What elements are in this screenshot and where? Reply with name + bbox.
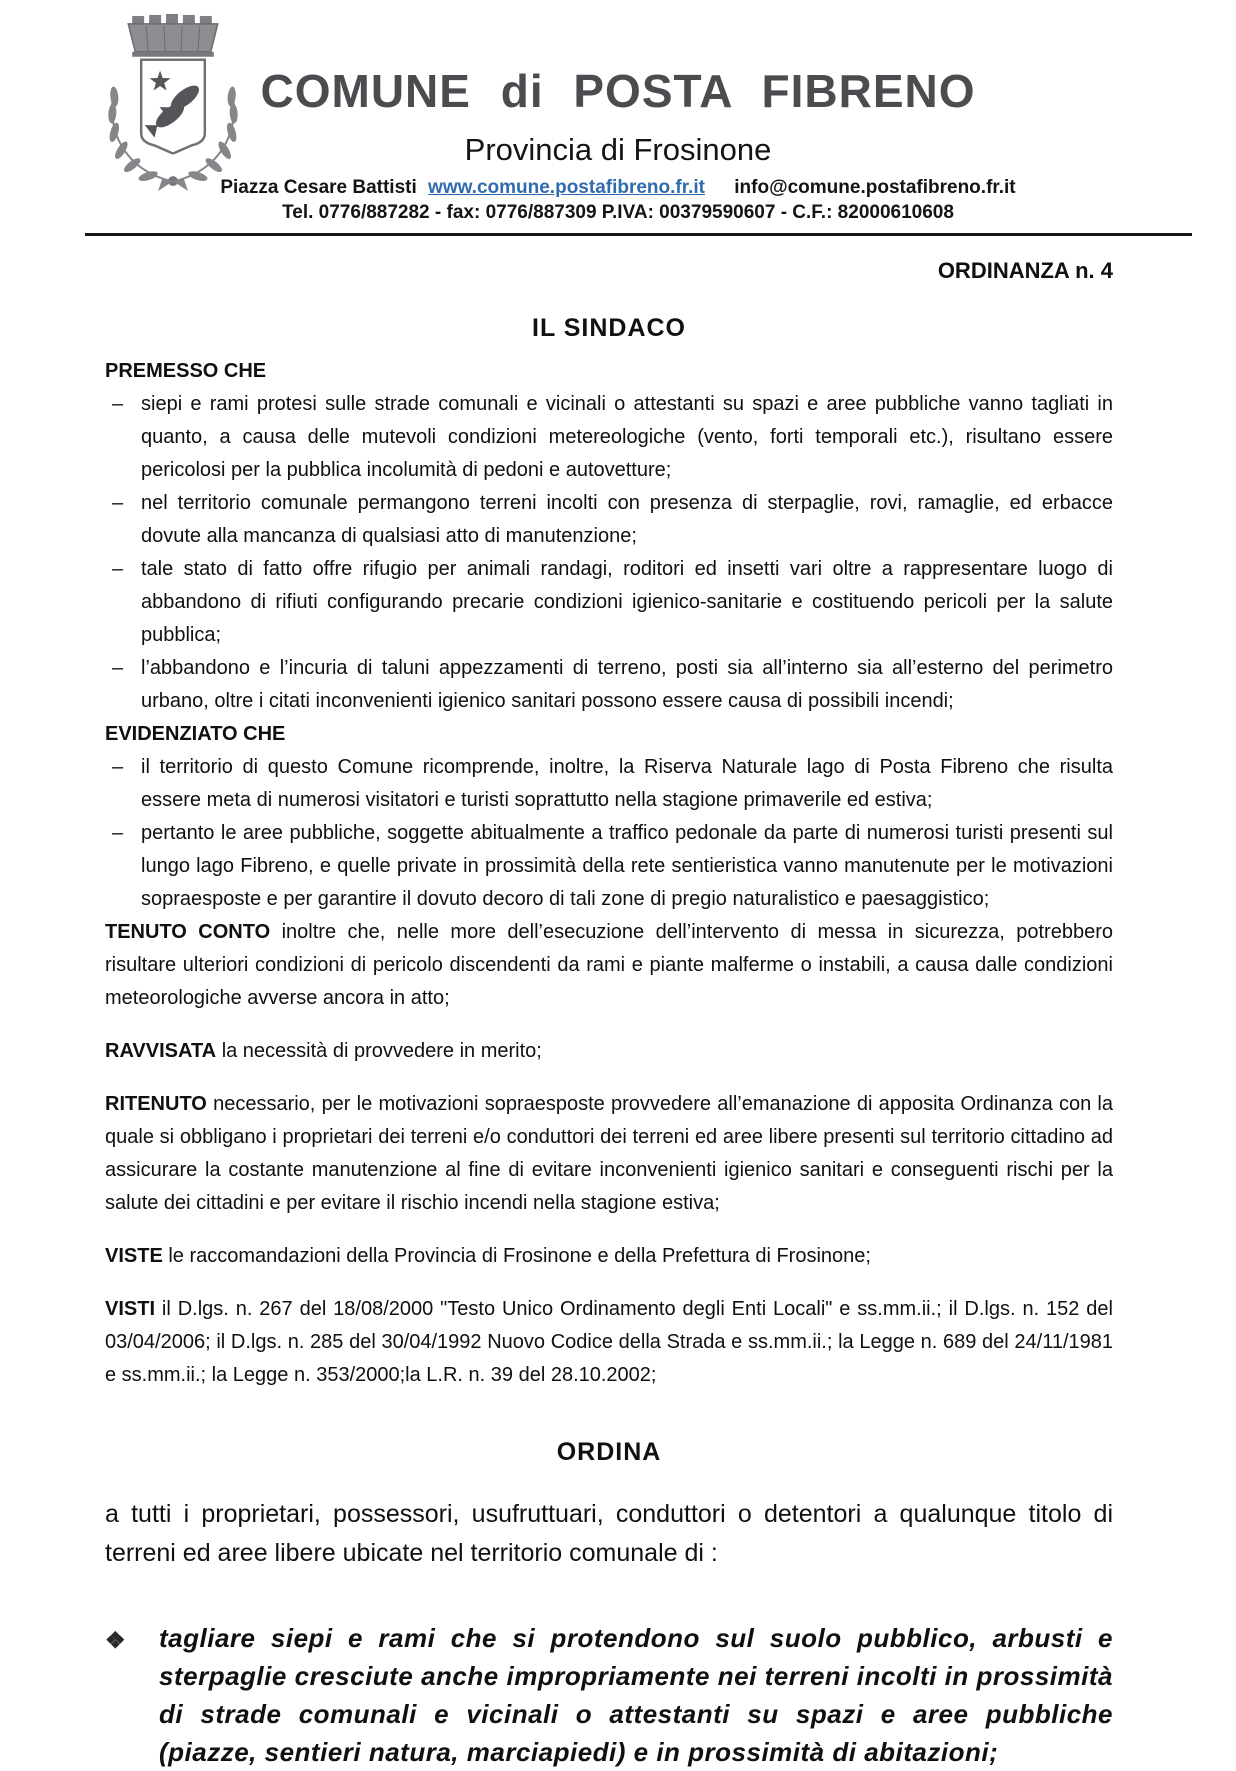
paragraph-text: necessario, per le motivazioni sopraesposte provvedere all’emanazione di apposita Ordinanza con la quale si obbligano i proprietari dei terreni e/o conduttori dei terreni ed aree libere presenti sul territorio cittadino ad assicurare la costante manutenzione al fine di evitare inconvenienti igienico sanitari e conseguenti rischi per la salute dei cittadini e per evitare il rischio incendi nella stagione estiva; xyxy=(105,1093,1114,1214)
main-heading: IL SINDACO xyxy=(532,314,686,342)
premesso-item-text: tale stato di fatto offre rifugio per animali randagi, roditori ed insetti vari oltre a rappresentare luogo di abbandono di rifiuti configurando precarie condizioni igienico-sanitarie e costituendo pericoli per la salute pubblica; xyxy=(141,558,1113,646)
premesso-item xyxy=(105,487,1113,553)
dash-marker: – xyxy=(112,657,124,679)
shield-icon xyxy=(141,60,205,153)
paragraph-text: le raccomandazioni della Provincia di Frosinone e della Prefettura di Frosinone; xyxy=(168,1245,871,1267)
ravvisata-paragraph xyxy=(105,1035,1113,1068)
comune-title: COMUNE di POSTA FIBRENO xyxy=(260,65,976,117)
premesso-item xyxy=(105,553,1113,652)
header-divider xyxy=(85,233,1192,236)
paragraph-lead: VISTI xyxy=(105,1298,156,1320)
dash-marker: – xyxy=(112,756,124,778)
evidenziato-item xyxy=(105,817,1113,916)
paragraph-text: inoltre che, nelle more dell’esecuzione dell’intervento di messa in sicurezza, potrebbero risultare ulteriori condizioni di pericolo discendenti da rami e piante malferme o instabili, a causa dalle condizioni meteorologiche avverse ancora in atto; xyxy=(105,921,1113,1009)
evidenziato-item-text: il territorio di questo Comune ricomprende, inoltre, la Riserva Naturale lago di Posta Fibreno che risulta essere meta di numerosi visitatori e turisti soprattutto nella stagione primaverile ed estiva; xyxy=(141,756,1113,811)
premesso-item-text: siepi e rami protesi sulle strade comunali e vicinali o attestanti su spazi e aree pubbliche vanno tagliati in quanto, a causa delle mutevoli condizioni metereologiche (vento, forti temporali etc.), risultano essere pericolosi per la pubblica incolumità di pedoni e autovetture; xyxy=(141,393,1113,481)
paragraph-lead: TENUTO CONTO xyxy=(105,921,271,943)
paragraph-lead: RAVVISATA xyxy=(105,1040,217,1062)
paragraph-lead: VISTE xyxy=(105,1245,163,1267)
premesso-item xyxy=(105,388,1113,487)
document-body xyxy=(105,314,1113,1771)
ritenuto-paragraph xyxy=(105,1088,1113,1220)
evidenziato-item-text: pertanto le aree pubbliche, soggette abitualmente a traffico pedonale da parte di numerosi turisti presenti sul lungo lago Fibreno, e quelle private in prossimità della rete sentieristica vanno manutenute per le motivazioni sopraesposte e per garantire il dovuto decoro di tali zone di pregio naturalistico e paesaggistico; xyxy=(141,822,1113,910)
email-text: info@comune.postafibreno.fr.it xyxy=(734,177,1016,198)
ordinance-number: ORDINANZA n. 4 xyxy=(937,258,1113,283)
ordina-heading: ORDINA xyxy=(556,1438,662,1466)
premesso-item xyxy=(105,652,1113,718)
tel-line: Tel. 0776/887282 - fax: 0776/887309 P.IVA: 00379590607 - C.F.: 82000610608 xyxy=(282,202,954,223)
premesso-item-text: l’abbandono e l’incuria di taluni appezzamenti di terreno, posti sia all’interno sia all’esterno del perimetro urbano, oltre i citati inconvenienti igienico sanitari possono essere causa di possibili incendi; xyxy=(141,657,1113,712)
premesso-item-text: nel territorio comunale permangono terreni incolti con presenza di sterpaglie, rovi, ramaglie, ed erbacce dovute alla mancanza di qualsiasi atto di manutenzione; xyxy=(141,492,1113,547)
dash-marker: – xyxy=(112,822,124,844)
paragraph-lead: RITENUTO xyxy=(105,1093,207,1115)
ordina-bullet-item xyxy=(105,1619,1113,1771)
crown-icon xyxy=(128,14,218,57)
evidenziato-item xyxy=(105,751,1113,817)
diamond-bullet-icon: ❖ xyxy=(105,1627,126,1653)
comune-coat-of-arms-logo xyxy=(86,10,260,194)
dash-marker: – xyxy=(112,393,124,415)
ordina-intro: a tutti i proprietari, possessori, usufruttuari, conduttori o detentori a qualunque titolo di terreni ed aree libere ubicate nel territorio comunale di : xyxy=(105,1500,1113,1567)
website-link[interactable]: www.comune.postafibreno.fr.it xyxy=(428,177,705,198)
dash-marker: – xyxy=(112,492,124,514)
document-header xyxy=(0,0,1236,236)
ordina-bullet-text: tagliare siepi e rami che si protendono sul suolo pubblico, arbusti e sterpaglie cresciute anche impropriamente nei terreni incolti in prossimità di strade comunali e vicinali o attestanti su spazi e aree pubbliche (piazze, sentieri natura, marciapiedi) e in prossimità di abitazioni; xyxy=(159,1623,1113,1767)
visti-paragraph xyxy=(105,1293,1113,1392)
address-prefix: Piazza Cesare Battisti xyxy=(220,177,417,198)
paragraph-text: la necessità di provvedere in merito; xyxy=(221,1040,542,1062)
viste-paragraph xyxy=(105,1240,1113,1273)
paragraph-text: il D.lgs. n. 267 del 18/08/2000 "Testo Unico Ordinamento degli Enti Locali" e ss.mm.ii.; il D.lgs. n. 152 del 03/04/2006; il D.lgs. n. 285 del 30/04/1992 Nuovo Codice della Strada e ss.mm.ii.; la Legge n. 689 del 24/11/1981 e ss.mm.ii.; la Legge n. 353/2000;la L.R. n. 39 del 28.10.2002; xyxy=(105,1298,1113,1386)
dash-marker: – xyxy=(112,558,124,580)
premesso-label: PREMESSO CHE xyxy=(105,360,267,382)
evidenziato-label: EVIDENZIATO CHE xyxy=(105,723,286,745)
provincia-subtitle: Provincia di Frosinone xyxy=(464,132,772,167)
tenuto-conto-paragraph xyxy=(105,916,1113,1015)
